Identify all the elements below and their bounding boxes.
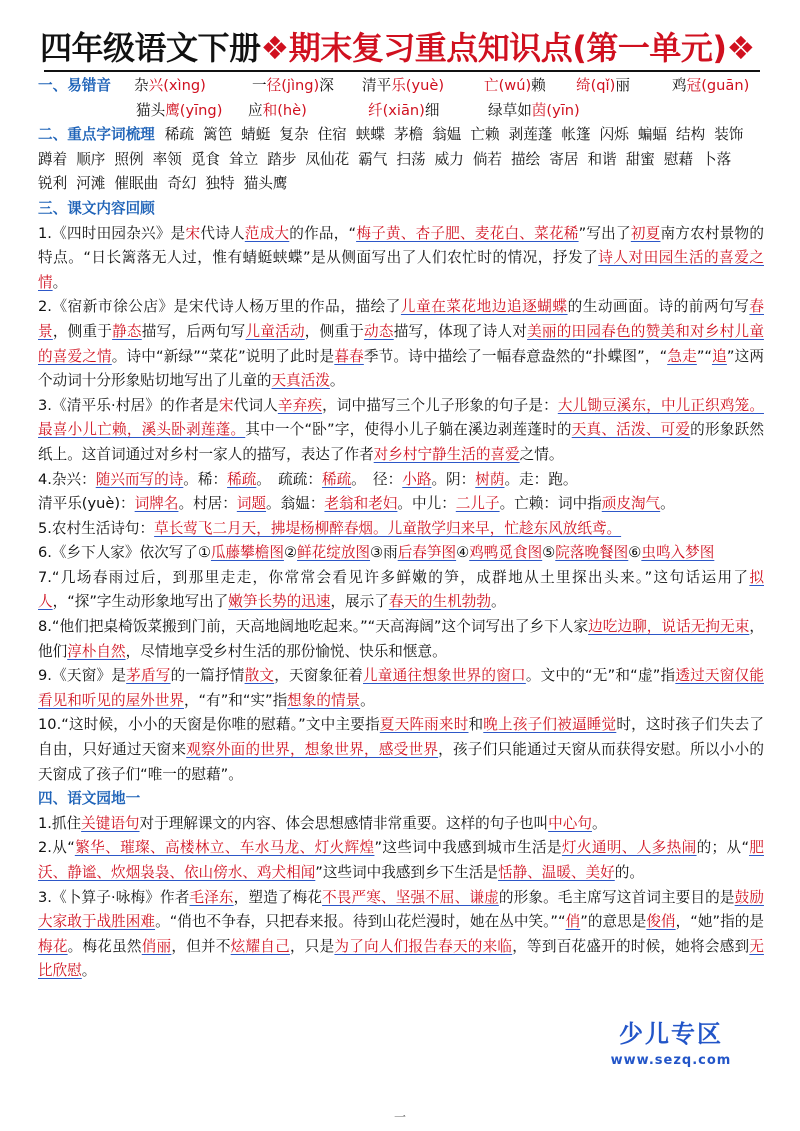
- answer-text: 顽皮淘气: [601, 495, 661, 513]
- garden-item: [38, 886, 764, 984]
- answer-text: 动态: [364, 322, 394, 340]
- body-text: 描写，后两句写: [141, 322, 246, 340]
- pinyin-context: 丽: [615, 77, 630, 94]
- body-text: 。: [81, 962, 97, 980]
- answer-text: 透过天窗仅能看见和听见的屋外世界: [38, 667, 764, 709]
- vocab-word: 篱笆: [202, 126, 233, 144]
- vocab-word: 住宿: [317, 126, 347, 144]
- ornament-left: ❖: [260, 29, 289, 67]
- page-number: 一: [394, 1110, 407, 1124]
- body-text: 。文中的“无”和“虚”指: [525, 667, 676, 685]
- body-text: 7.“几场春雨过后，到那里走走，你常常会看见许多鲜嫩的笋，成群地从土里探出头来。”这句话运用了: [38, 568, 750, 586]
- answer-text: 对乡村宁静生活的喜爱: [373, 445, 520, 463]
- body-text: 。诗中“新绿”“菜花”说明了此时是: [111, 347, 335, 365]
- body-text: 南方农村景物的特点。“日长篱落无人过，惟有蜻蜓蛱蝶”是从侧面写出了人们农忙时的情况，抒发了: [38, 224, 764, 267]
- answer-text: 暮春: [334, 347, 364, 365]
- answer-text: 瓜藤攀檐图: [210, 544, 284, 562]
- vocab-word: 寄居: [549, 150, 579, 168]
- vocab-word: 蹲着: [38, 150, 68, 168]
- pinyin-item: [368, 99, 488, 124]
- vocab-word: 慰藉: [663, 150, 694, 168]
- answer-text: 草长莺飞二月天，拂堤杨柳醉春烟。儿童散学归来早，忙趁东风放纸鸢。: [154, 519, 622, 537]
- body-text: 对于理解课文的内容、体会思想感情非常重要。这样的句子也叫: [139, 814, 549, 832]
- answer-text: 儿童通往想象世界的窗口: [363, 667, 526, 685]
- body-text: ”这些词中我感到乡下生活是: [315, 864, 498, 881]
- pinyin-context: 细: [424, 101, 440, 119]
- answer-text: 稀疏: [321, 470, 352, 488]
- review-item: [38, 664, 764, 713]
- pinyin-item: [576, 74, 672, 99]
- review-item: [38, 615, 764, 664]
- body-text: 季节。诗中描绘了一幅春意盎然的“扑蝶图”，“: [363, 347, 668, 365]
- body-text: 代诗人: [200, 224, 245, 242]
- answer-text: 小路: [402, 470, 432, 488]
- body-text: 。“俏也不争春，只把春来报。待到山花烂漫时，她在丛中笑。”“: [155, 913, 566, 931]
- garden-items: [38, 812, 764, 984]
- answer-text: 追: [711, 347, 727, 365]
- document-body: [38, 74, 764, 984]
- body-text: ，天窗象征着: [274, 667, 363, 685]
- review-item: [38, 566, 764, 615]
- answer-text: 梅花: [38, 937, 68, 955]
- vocab-word: 稀疏: [164, 126, 194, 144]
- answer-text: 为了向人们报告春天的来临: [334, 937, 513, 955]
- answer-text: 炫耀自己: [230, 937, 290, 955]
- pinyin-char: 兴(xìng): [148, 77, 206, 94]
- section-heading-4: 四、语文园地一: [38, 790, 141, 808]
- answer-text: 春天的生机勃勃: [388, 593, 491, 611]
- body-text: ”“: [696, 347, 712, 365]
- answer-text: 初夏: [630, 224, 661, 242]
- body-text: ，尽情地享受乡村生活的那份愉悦、快乐和惬意。: [125, 642, 447, 660]
- body-text: ，但并不: [171, 937, 231, 955]
- vocab-word: 茅檐: [393, 126, 424, 144]
- answer-text: 院落晚餐图: [555, 544, 629, 562]
- pinyin-char: 鹰(yīng): [165, 101, 223, 119]
- answer-text: 稀疏: [227, 470, 257, 488]
- body-text: 9.《天窗》是: [38, 667, 127, 685]
- body-text: 2.《宿新市徐公店》是宋代诗人杨万里的作品，描绘了: [38, 298, 401, 316]
- body-text: 6.《乡下人家》依次写了①: [38, 544, 211, 562]
- page-title: [40, 26, 760, 70]
- body-text: 2.从“: [38, 839, 75, 857]
- body-text: ⑤: [542, 544, 556, 562]
- body-text: 。: [591, 814, 607, 832]
- vocab-word: 踏步: [267, 150, 297, 168]
- title-main: 四年级语文下册: [40, 29, 261, 67]
- body-text: ，展示了: [330, 593, 389, 611]
- vocab-word: 奇幻: [167, 175, 197, 193]
- body-text: 。中儿：: [397, 495, 456, 513]
- answer-text: 鼓励大家敢于战胜困难: [38, 888, 764, 931]
- answer-text: 俏: [565, 913, 581, 931]
- pinyin-context: 应: [248, 101, 263, 119]
- vocab-word: 复杂: [279, 126, 309, 144]
- vocab-word: 倘若: [472, 150, 503, 168]
- vocab-word: 卜落: [702, 150, 732, 168]
- body-text: ②: [283, 544, 298, 562]
- answer-text: 天真、活泼、可爱: [571, 421, 691, 439]
- pinyin-char: 和(hè): [262, 101, 307, 119]
- vocab-word: 河滩: [76, 175, 106, 193]
- answer-text: 灯火通明、人多热闹: [561, 839, 697, 857]
- answer-text: 儿童活动: [245, 322, 305, 340]
- vocab-word: 扫荡: [396, 150, 426, 168]
- body-text: 。村居：: [178, 495, 237, 513]
- body-text: 。: [329, 372, 345, 390]
- body-text: 。 径：: [351, 470, 403, 488]
- body-text: 的；从“: [696, 839, 750, 857]
- body-text: 宋: [185, 224, 201, 242]
- vocab-word: 独特: [205, 175, 235, 193]
- answer-text: 大儿锄豆溪东，中儿正织鸡笼。最喜小儿亡赖，溪头卧剥莲蓬。: [38, 396, 764, 439]
- pinyin-item: [134, 74, 252, 99]
- pinyin-item: [488, 99, 598, 124]
- vocab-word: 翁媪: [432, 126, 462, 144]
- answer-text: 鸡鸭觅食图: [469, 544, 543, 562]
- vocab-word: 霸气: [358, 150, 388, 168]
- answer-text: 老翁和老妇: [324, 495, 398, 513]
- answer-text: 春景: [38, 298, 764, 340]
- answer-text: 淳朴自然: [67, 642, 126, 660]
- body-text: ，“探”字生动形象地写出了: [52, 593, 229, 611]
- body-text: 的形象。毛主席写这首词主要目的是: [498, 888, 735, 906]
- body-text: ④: [456, 544, 470, 562]
- vocab-word: 闪烁: [599, 126, 629, 144]
- body-text: 3.《卜算子·咏梅》作者: [38, 888, 190, 906]
- body-text: ③雨: [370, 544, 398, 562]
- review-items: [38, 222, 764, 788]
- body-text: 。梅花虽然: [67, 937, 142, 955]
- answer-text: 嫩笋长势的迅速: [228, 593, 331, 611]
- review-item: [38, 713, 764, 787]
- body-text: ”的意思是: [580, 913, 647, 931]
- body-text: 3.《清平乐·村居》的作者是: [38, 396, 219, 414]
- answer-text: 观察外面的世界，想象世界，感受世界: [186, 741, 439, 759]
- answer-text: 词题: [236, 495, 267, 513]
- word-list: [38, 123, 764, 197]
- answer-text: 关键语句: [81, 814, 140, 832]
- body-text: ，“她”指的是: [675, 913, 764, 931]
- site-watermark: [576, 1018, 766, 1078]
- body-text: 。阴：: [431, 470, 476, 488]
- body-text: ，侧重于: [304, 322, 365, 340]
- body-text: 1.抓住: [38, 814, 82, 832]
- vocab-word: 催眠曲: [114, 175, 159, 193]
- body-text: 宋: [218, 396, 234, 414]
- pinyin-item: [362, 74, 484, 99]
- section-heading-1: 一、易错音: [38, 77, 111, 94]
- vocab-word: 蛱蝶: [355, 126, 385, 144]
- answer-text: 天真活泼: [271, 372, 330, 390]
- pinyin-context: 鸡: [672, 77, 687, 94]
- pinyin-item: [484, 74, 576, 99]
- vocab-word: 威力: [434, 150, 464, 168]
- body-text: ，只是: [289, 937, 335, 955]
- vocab-word: 蜻蜓: [241, 126, 271, 144]
- body-text: ”这些词中我感到城市生活是: [374, 839, 562, 857]
- review-item: [38, 295, 764, 393]
- vocab-word: 甜蜜: [625, 150, 655, 168]
- body-text: 10.“这时候，小小的天窗是你唯的慰藉。”文中主要指: [38, 716, 380, 734]
- pinyin-context: 清平: [362, 77, 392, 94]
- ornament-right: ❖: [726, 29, 755, 67]
- answer-text: 恬静、温暖、美好: [497, 864, 615, 881]
- body-text: ，词中描写三个儿子形象的句子是：: [322, 396, 558, 414]
- answer-text: 随兴而写的诗: [95, 470, 184, 488]
- answer-text: 中心句: [548, 814, 592, 832]
- body-text: 。: [491, 593, 506, 611]
- body-text: 其中一个“卧”字，使得小儿子躺在溪边剥莲蓬时的: [245, 421, 572, 439]
- body-text: 的生动画面。诗的前两句写: [567, 298, 750, 316]
- watermark-brand: 少儿专区: [619, 1020, 723, 1048]
- pinyin-char: 茵(yīn): [531, 101, 580, 119]
- answer-text: 后春笋图: [397, 544, 457, 562]
- vocab-word: 描绘: [511, 150, 541, 168]
- body-text: 1.《四时田园杂兴》是: [38, 224, 186, 242]
- title-accent: 期末复习重点知识点(第一单元): [288, 29, 727, 67]
- vocab-word: 和谐: [587, 150, 617, 168]
- body-text: 8.“他们把桌椅饭菜搬到门前，天高地阔地吃起来。”“天高海阔”这个词写出了乡下人家: [38, 618, 589, 636]
- vocab-word: 照例: [114, 150, 144, 168]
- body-text: 的。: [614, 864, 644, 881]
- pinyin-item: [248, 99, 368, 124]
- body-text: ，“有”和“实”指: [183, 691, 288, 709]
- body-text: 时，这时孩子们失去了自由，只好通过天窗来: [38, 716, 764, 759]
- vocab-word: 蝙蝠: [637, 126, 667, 144]
- pinyin-item: [672, 74, 764, 99]
- pinyin-context: 赖: [531, 77, 546, 94]
- pinyin-char: 乐(yuè): [391, 77, 445, 94]
- vocab-word: 顺序: [76, 150, 106, 168]
- answer-text: 边吃边聊，说话无拘无束: [588, 618, 750, 636]
- watermark-url: www.sezq.com: [610, 1053, 732, 1068]
- vocab-word: 耸立: [229, 150, 259, 168]
- pinyin-char: 亡(wú): [484, 77, 532, 94]
- answer-text: 茅盾写: [126, 667, 171, 685]
- pinyin-char: 纤(xiān): [368, 101, 425, 119]
- answer-text: 范成大: [244, 224, 290, 242]
- answer-text: 鲜花绽放图: [297, 544, 371, 562]
- body-text: ”这两个动词十分形象贴切地写出了儿童的: [38, 347, 764, 390]
- vocab-word: 凤仙花: [305, 150, 350, 168]
- body-text: 4.杂兴：: [38, 470, 96, 488]
- body-text: ，孩子们只能通过天窗从而获得安慰。所以小小的天窗成了孩子们“唯一的慰藉”。: [38, 741, 764, 783]
- body-text: 清平乐(yuè)：: [38, 495, 135, 513]
- review-item: [38, 492, 764, 517]
- answer-text: 毛泽东: [189, 888, 234, 906]
- body-text: 。: [52, 273, 68, 291]
- pinyin-char: 冠(guān): [686, 77, 750, 94]
- review-item: [38, 222, 764, 296]
- body-text: ”写出了: [578, 224, 631, 242]
- answer-text: 辛弃疾: [277, 396, 323, 414]
- review-item: [38, 394, 764, 468]
- vocab-word: 结构: [676, 126, 706, 144]
- body-text: 5.农村生活诗句：: [38, 519, 155, 537]
- pinyin-context: 深: [319, 77, 334, 94]
- pinyin-context: 杂: [134, 77, 149, 94]
- answer-text: 繁华、璀璨、高楼林立、车水马龙、灯火辉煌: [74, 839, 375, 857]
- body-text: ，侧重于: [52, 322, 113, 340]
- body-text: 。: [660, 495, 675, 513]
- pinyin-context: 绿草如: [488, 101, 532, 119]
- pinyin-row-1: [38, 74, 764, 99]
- section-heading-3: 三、课文内容回顾: [38, 199, 155, 217]
- answer-text: 儿童在菜花地边追逐蝴蝶: [400, 298, 568, 316]
- vocab-word: 亡赖: [470, 126, 500, 144]
- answer-text: 美丽的田园春色的赞美和对乡村儿童的喜爱之情: [38, 322, 764, 365]
- body-text: 。稀：: [183, 470, 228, 488]
- body-text: 。翁媪：: [266, 495, 325, 513]
- pinyin-context: 猫头: [136, 101, 166, 119]
- review-item: [38, 541, 764, 566]
- body-text: ⑥: [628, 544, 642, 562]
- answer-text: 想象的情景: [287, 691, 361, 709]
- body-text: 。 疏疏：: [256, 470, 322, 488]
- vocab-word: 装饰: [714, 126, 744, 144]
- review-item: [38, 517, 764, 542]
- answer-text: 急走: [667, 347, 697, 365]
- body-text: 和: [468, 716, 484, 734]
- vocab-word: 猫头鹰: [243, 175, 288, 193]
- answer-text: 梅子黄、杏子肥、麦花白、菜花稀: [356, 224, 579, 242]
- answer-text: 词牌名: [134, 495, 179, 513]
- answer-text: 诗人对田园生活的喜爱之情: [38, 249, 764, 291]
- section-heading-2: 二、重点字词梳理: [38, 126, 155, 144]
- pinyin-context: 一: [252, 77, 267, 94]
- body-text: 的形象跃然纸上。这首词通过对乡村一家人的描写，表达了作者: [38, 421, 764, 463]
- answer-text: 晚上孩子们被逼睡觉: [483, 716, 617, 734]
- body-text: 。: [360, 691, 375, 709]
- answer-text: 无比欣慰: [38, 937, 764, 980]
- answer-text: 俊俏: [646, 913, 676, 931]
- body-text: ，等到百花盛开的时候，她将会感到: [512, 937, 750, 955]
- answer-text: 俏丽: [141, 937, 172, 955]
- answer-text: 静态: [112, 322, 142, 340]
- body-text: 描写，体现了诗人对: [393, 322, 528, 340]
- pinyin-item: [136, 99, 248, 124]
- answer-text: 树荫: [475, 470, 505, 488]
- vocab-word: 帐篷: [561, 126, 591, 144]
- vocab-word: 锐利: [38, 175, 68, 193]
- answer-text: 肥沃、静谧、炊烟袅袅、依山傍水、鸡犬相闻: [38, 839, 764, 881]
- body-text: 的一篇抒情: [170, 667, 245, 685]
- pinyin-char: 径(jìng): [266, 77, 320, 94]
- garden-item: [38, 836, 764, 885]
- vocab-word: 剥莲蓬: [508, 126, 553, 144]
- pinyin-char: 绮(qǐ): [576, 77, 616, 94]
- vocab-word: 觅食: [190, 150, 221, 168]
- answer-text: 虫鸣入梦图: [641, 544, 715, 562]
- body-text: ，他们: [38, 618, 764, 660]
- title-underline: [44, 70, 760, 72]
- body-text: 代词人: [233, 396, 278, 414]
- body-text: 的作品，“: [289, 224, 357, 242]
- body-text: 之情。: [519, 445, 564, 463]
- answer-text: 二儿子: [455, 495, 500, 513]
- body-text: 。亡赖：词中指: [499, 495, 602, 513]
- garden-item: [38, 812, 764, 837]
- vocab-word: 率领: [152, 150, 182, 168]
- answer-text: 夏天阵雨来时: [379, 716, 469, 734]
- body-text: ，塑造了梅花: [233, 888, 323, 906]
- pinyin-row-2: [38, 99, 764, 124]
- answer-text: 散文: [244, 667, 275, 685]
- body-text: 。走：跑。: [504, 470, 578, 488]
- pinyin-item: [252, 74, 362, 99]
- review-item: [38, 468, 764, 493]
- answer-text: 不畏严寒、坚强不屈、谦虚: [322, 888, 499, 906]
- answer-text: 拟人: [38, 568, 764, 611]
